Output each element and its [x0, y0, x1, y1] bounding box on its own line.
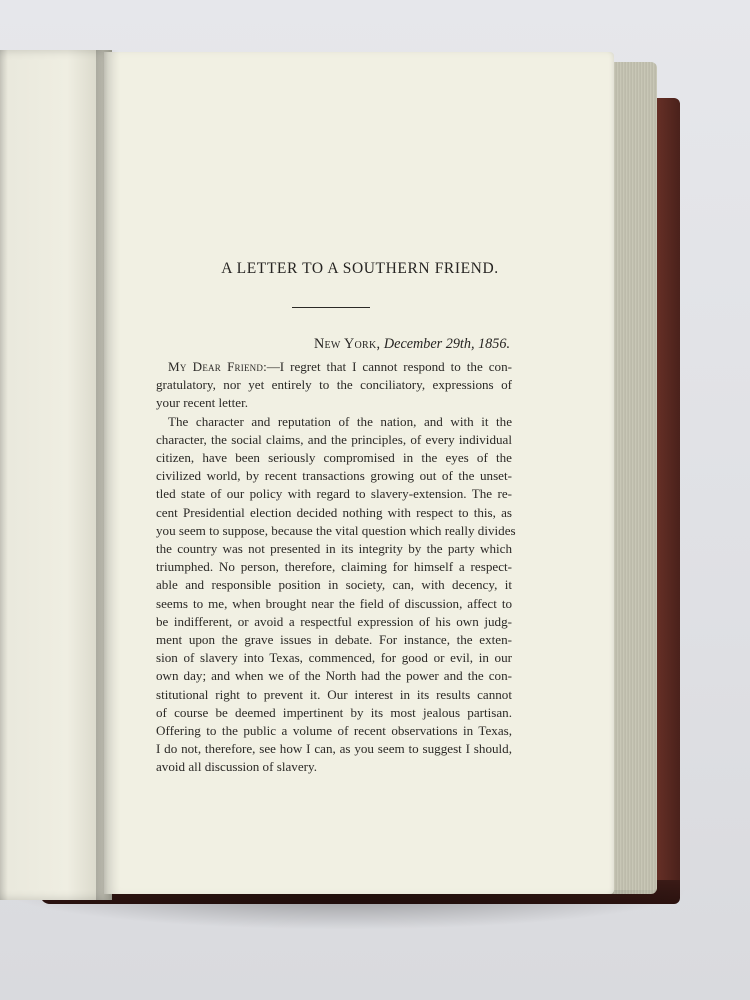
text-line: I do not, therefore, see how I can, as you seem to suggest I should, — [156, 741, 512, 757]
text-line: own day; and when we of the North had the power and the con- — [156, 668, 512, 684]
letter-body — [156, 358, 516, 777]
text-line: able and responsible position in society, can, with decency, it — [156, 577, 512, 593]
title-rule — [292, 307, 370, 308]
text-line: be indifferent, or avoid a respectful expression of his own judg- — [156, 613, 512, 629]
text-line: My Dear Friend:—I regret that I cannot respond to the con- — [168, 359, 512, 374]
text-line: of course be deemed impertinent by its most jealous partisan. — [156, 704, 512, 720]
dateline-place: New York, — [313, 336, 381, 352]
text-line: avoid all discussion of slavery. — [156, 759, 317, 775]
text-line: the country was not presented in its integrity by the party which — [156, 541, 512, 557]
text-line: triumphed. No person, therefore, claiming for himself a respect- — [156, 559, 512, 575]
text-line: your recent letter. — [156, 395, 248, 411]
text-line: sion of slavery into Texas, commenced, for good or evil, in our — [156, 650, 512, 666]
text-line: citizen, have been seriously compromised in the eyes of the — [156, 450, 512, 466]
left-page-edge-shadow — [0, 50, 8, 900]
text-line: character, the social claims, and the principles, of every individual — [156, 431, 512, 447]
text-line: ment upon the grave issues in debate. For instance, the exten- — [156, 632, 512, 648]
salutation: My Dear Friend — [168, 359, 264, 374]
text-line: Offering to the public a volume of recent observations in Texas, — [156, 723, 512, 739]
text-line: seems to me, when brought near the field of discussion, affect to — [156, 595, 512, 611]
text-line: civilized world, by recent transactions growing out of the unset- — [156, 468, 512, 484]
chapter-title: A LETTER TO A SOUTHERN FRIEND. — [221, 260, 499, 277]
text-line: The character and reputation of the nation, and with it the — [168, 413, 512, 429]
text-line: you seem to suppose, because the vital question which really divides — [156, 522, 516, 538]
text-line: stitutional right to prevent it. Our interest in its results cannot — [156, 686, 512, 702]
text-line: gratulatory, nor yet entirely to the conciliatory, expressions of — [156, 377, 512, 393]
dateline-date: December 29th, 1856. — [383, 336, 510, 352]
text-line: tled state of our policy with regard to slavery-extension. The re- — [156, 486, 512, 502]
dateline — [300, 336, 510, 353]
book-gutter — [96, 50, 120, 900]
text-line: cent Presidential election decided nothing with respect to this, as — [156, 504, 512, 520]
